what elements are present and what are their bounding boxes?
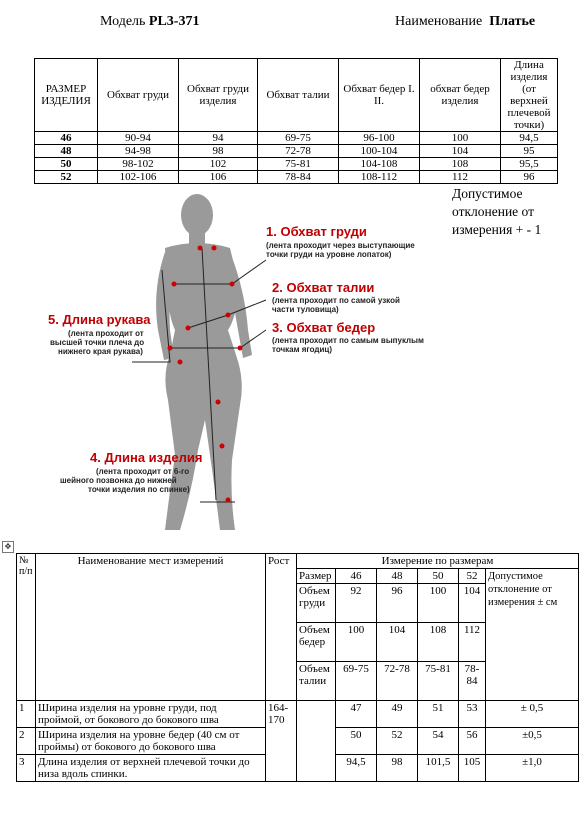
annotation-text: части туловища): [272, 305, 339, 314]
table-row: [35, 158, 558, 171]
cell: 108: [420, 158, 501, 171]
cell: 53: [459, 701, 486, 728]
tolerance-note: Допустимое отклонение от измерения + - 1: [452, 186, 542, 237]
table-row: [17, 728, 579, 755]
cell: 94,5: [336, 755, 377, 782]
cell: 48: [35, 145, 98, 158]
cell: 104: [459, 584, 486, 623]
row-name: Длина изделия от верхней плечевой точки до низа вдоль спинки.: [36, 755, 266, 782]
cell: 52: [377, 728, 418, 755]
model-line: [100, 14, 199, 30]
header-cell: Обхват талии: [258, 59, 339, 132]
annotation-title: 5. Длина рукава: [48, 312, 151, 327]
cell: 51: [418, 701, 459, 728]
tolerance-cell: ± 0,5: [486, 701, 579, 728]
cell: 96-100: [339, 132, 420, 145]
cell: 105: [459, 755, 486, 782]
model-label: Модель: [100, 14, 146, 29]
cell: 50: [35, 158, 98, 171]
annotation-text: (лента проходит от: [68, 329, 144, 338]
header-cell: РАЗМЕР ИЗДЕЛИЯ: [35, 59, 98, 132]
row-number: 1: [17, 701, 36, 728]
cell: 69-75: [258, 132, 339, 145]
col-no-header: № п/п: [17, 554, 36, 701]
cell: 75-81: [418, 662, 459, 701]
cell: 106: [179, 171, 258, 184]
row-name: Ширина изделия на уровне груди, под проймой, от бокового до бокового шва: [36, 701, 266, 728]
cell: 98: [179, 145, 258, 158]
table-row: [35, 132, 558, 145]
header-cell: Обхват груди изделия: [179, 59, 258, 132]
cell: 102-106: [98, 171, 179, 184]
sub-row-label: Объем талии: [297, 662, 336, 701]
annotation-text: шейного позвонка до нижней: [60, 476, 177, 485]
cell: 46: [35, 132, 98, 145]
cell: 100: [420, 132, 501, 145]
table-move-handle-icon[interactable]: ✥: [2, 541, 14, 553]
product-name-line: [395, 14, 535, 30]
cell: 56: [459, 728, 486, 755]
cell: 98: [377, 755, 418, 782]
table-row: [35, 145, 558, 158]
table-row: [17, 701, 579, 728]
cell: 104: [420, 145, 501, 158]
cell: 95: [501, 145, 558, 158]
annotation-text: точкам ягодиц): [272, 345, 332, 354]
col-height-header: Рост: [266, 554, 297, 701]
cell: 108-112: [339, 171, 420, 184]
cell: 78-84: [258, 171, 339, 184]
annotation-title: 1. Обхват груди: [266, 224, 367, 239]
cell: 52: [35, 171, 98, 184]
size-cell: 46: [336, 569, 377, 584]
cell: 112: [459, 623, 486, 662]
annotation-text: (лента проходит через выступающие: [266, 241, 415, 250]
cell: 95,5: [501, 158, 558, 171]
model-code: PL3-371: [148, 14, 200, 29]
cell: 92: [336, 584, 377, 623]
row-name: Ширина изделия на уровне бедер (40 см от проймы) от бокового до бокового шва: [36, 728, 266, 755]
cell: 104-108: [339, 158, 420, 171]
header-cell: обхват бедер изделия: [420, 59, 501, 132]
cell: 112: [420, 171, 501, 184]
row-number: 2: [17, 728, 36, 755]
table-row: [17, 554, 579, 569]
cell: 69-75: [336, 662, 377, 701]
cell: 108: [418, 623, 459, 662]
size-table-header: [35, 59, 558, 132]
col-name-header: Наименование мест измерений: [36, 554, 266, 701]
cell: 94: [179, 132, 258, 145]
cell: 100-104: [339, 145, 420, 158]
sub-row-label: Объем груди: [297, 584, 336, 623]
size-table: [34, 58, 558, 184]
cell: 49: [377, 701, 418, 728]
cell: 100: [418, 584, 459, 623]
table-row: [17, 755, 579, 782]
row-number: 3: [17, 755, 36, 782]
name-label: Наименование: [395, 14, 483, 29]
header-cell: Обхват груди: [98, 59, 179, 132]
annotation-text: высшей точки плеча до: [50, 338, 145, 347]
cell: 96: [501, 171, 558, 184]
annotation-text: точки изделия по спинке): [88, 485, 190, 494]
size-label: Размер: [297, 569, 336, 584]
annotation-text: нижнего края рукава): [58, 347, 143, 356]
cell: 47: [336, 701, 377, 728]
tolerance-cell: ±1,0: [486, 755, 579, 782]
tolerance-cell: ±0,5: [486, 728, 579, 755]
annotation-title: 4. Длина изделия: [90, 450, 203, 465]
col-sizes-header: Измерение по размерам: [297, 554, 579, 569]
cell: 72-78: [258, 145, 339, 158]
sub-row-label: Объем бедер: [297, 623, 336, 662]
annotation-title: 3. Обхват бедер: [272, 320, 376, 335]
cell: 94-98: [98, 145, 179, 158]
cell: 54: [418, 728, 459, 755]
cell: 72-78: [377, 662, 418, 701]
cell: 100: [336, 623, 377, 662]
table-row: [35, 171, 558, 184]
measurement-figure: [40, 190, 440, 540]
annotation-text: (лента проходит по самой узкой: [272, 296, 400, 305]
annotation-title: 2. Обхват талии: [272, 280, 375, 295]
cell: 50: [336, 728, 377, 755]
cell: 104: [377, 623, 418, 662]
measurement-table: [16, 553, 579, 782]
tolerance-header: Допустимое отклонение от измерения ± см: [486, 569, 579, 701]
annotation-text: (лента проходит от 6-го: [96, 467, 190, 476]
height-value: 164-170: [266, 701, 297, 782]
header-cell: Обхват бедер I. II.: [339, 59, 420, 132]
name-value: Платье: [489, 14, 536, 29]
cell: 75-81: [258, 158, 339, 171]
header-cell: Длина изделия (от верхней плечевой точки): [501, 59, 558, 132]
cell: 78-84: [459, 662, 486, 701]
size-cell: 48: [377, 569, 418, 584]
cell: 102: [179, 158, 258, 171]
cell: 94,5: [501, 132, 558, 145]
cell: 101,5: [418, 755, 459, 782]
size-cell: 52: [459, 569, 486, 584]
cell: 98-102: [98, 158, 179, 171]
cell: 90-94: [98, 132, 179, 145]
annotation-text: (лента проходит по самым выпуклым: [272, 336, 424, 345]
size-cell: 50: [418, 569, 459, 584]
cell: 96: [377, 584, 418, 623]
annotation-text: точки груди на уровне лопаток): [266, 250, 392, 259]
